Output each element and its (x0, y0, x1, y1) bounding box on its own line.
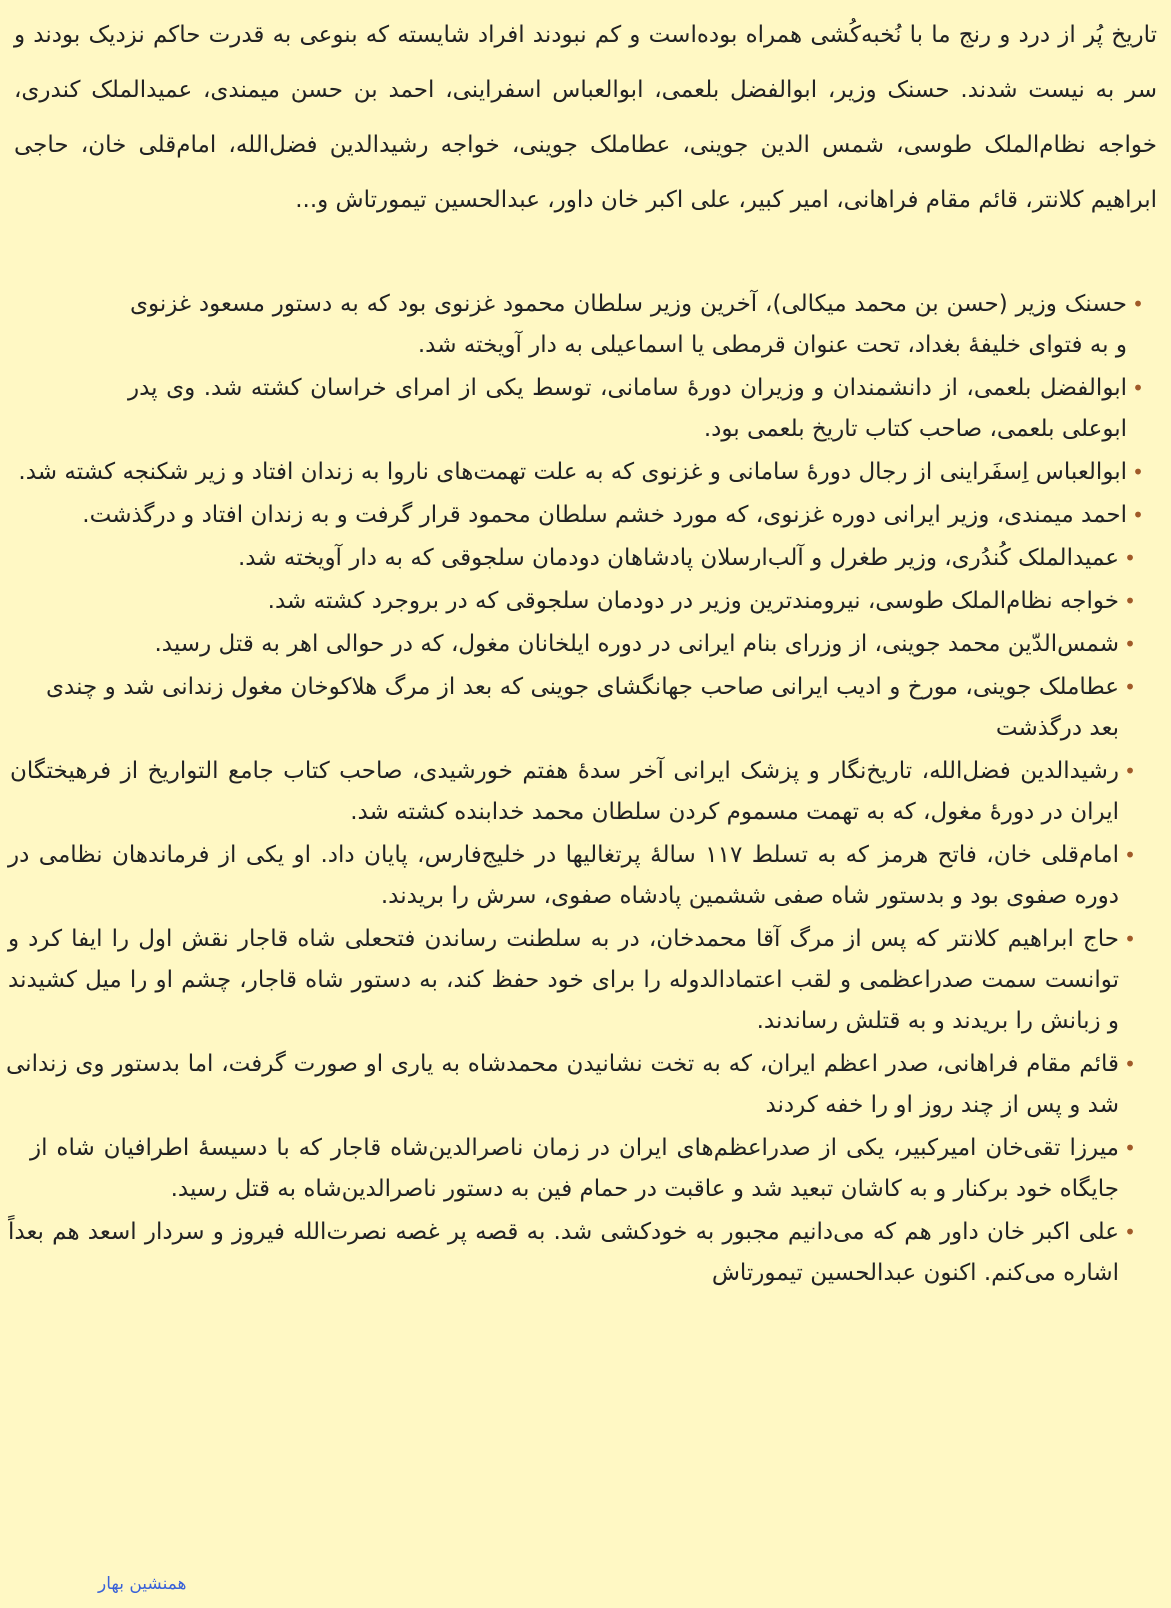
bullet-icon: • (1132, 292, 1144, 316)
list-item (0, 751, 1171, 833)
intro-paragraph: تاریخ پُر از درد و رنج ما با نُخبه‌کُشی همراه بوده‌است و کم نبودند افراد شایسته که بنوعی به قدرت حاکم نزدیک بودند و سر به نیست شدند. حسنک وزیر، ابوالفضل بلعمی، ابوالعباس اسفراینی، احمد بن حسن میمندی، عمیدالملک کندری، خواجه نظام‌الملک طوسی، شمس الدین جوینی، عطاملک جوینی، خواجه رشیدالدین فضل‌الله، امام‌قلی خان، حاجی ابراهیم کلانتر، قائم مقام فراهانی، امیر کبیر، علی اکبر خان داور، عبدالحسین تیمورتاش و... (14, 22, 1157, 213)
list-item (0, 1044, 1171, 1126)
victims-list (0, 284, 1171, 1296)
bullet-icon: • (1132, 460, 1144, 484)
footer-author-link[interactable]: همنشین بهار (98, 1574, 187, 1594)
list-item-text: رشیدالدین فضل‌الله، تاریخ‌نگار و پزشک ایرانی آخر سدهٔ هفتم خورشیدی، صاحب کتاب جامع التواریخ از فرهیختگان ایران در دورهٔ مغول، که به تهمت مسموم کردن سلطان محمد خدابنده کشته شد. (10, 758, 1119, 825)
bullet-icon: • (1124, 589, 1136, 613)
list-item-text: خواجه نظام‌الملک طوسی، نیرومندترین وزیر در دودمان سلجوقی که در بروجرد کشته شد. (267, 588, 1119, 614)
list-item (0, 368, 1171, 450)
list-item-text: حسنک وزیر (حسن بن محمد میکالی)، آخرین وزیر سلطان محمود غزنوی بود که به دستور مسعود غزنوی و به فتوای خلیفهٔ بغداد، تحت عنوان قرمطی یا اسماعیلی به دار آویخته شد. (130, 291, 1127, 358)
bullet-icon: • (1124, 675, 1136, 699)
list-item-text: حاج ابراهیم کلانتر که پس از مرگ آقا محمدخان، در به سلطنت رساندن فتحعلی شاه قاجار نقش اول را ایفا کرد و توانست سمت صدراعظمی و لقب اعتمادالدوله را برای خود حفظ کند، به دستور شاه قاجار، چشم او را میل کشیدند و زبانش را بریدند و به قتلش رساندند. (8, 926, 1119, 1034)
list-item-text: شمس‌الدّین محمد جوینی، از وزرای بنام ایرانی در دوره ایلخانان مغول، که در حوالی اهر به قتل رسید. (154, 631, 1119, 657)
list-item (0, 667, 1171, 749)
list-item (0, 919, 1171, 1042)
list-item (0, 1128, 1171, 1210)
list-item (0, 624, 1171, 665)
list-item-text: میرزا تقی‌خان امیرکبیر، یکی از صدراعظم‌های ایران در زمان ناصرالدین‌شاه قاجار که با دسیسهٔ اطرافیان شاه از جایگاه خود برکنار و به کاشان تبعید شد و عاقبت در حمام فین به دستور ناصرالدین‌شاه به قتل رسید. (30, 1135, 1119, 1202)
list-item-text: ابوالفضل بلعمی، از دانشمندان و وزیران دورهٔ سامانی، توسط یکی از امرای خراسان کشته شد. وی پدر ابوعلی بلعمی، صاحب کتاب تاریخ بلعمی بود. (128, 375, 1127, 442)
list-item (0, 538, 1171, 579)
list-item (0, 284, 1171, 366)
bullet-icon: • (1124, 759, 1136, 783)
list-item-text: عطاملک جوینی، مورخ و ادیب ایرانی صاحب جهانگشای جوینی که بعد از مرگ هلاکوخان مغول زندانی شد و چندی بعد درگذشت (46, 674, 1119, 741)
list-item-text: امام‌قلی خان، فاتح هرمز که به تسلط ۱۱۷ سالهٔ پرتغالیها در خلیج‌فارس، پایان داد. او یکی از فرماندهان نظامی در دوره صفوی بود و بدستور شاه صفی ششمین پادشاه صفوی، سرش را بریدند. (8, 842, 1119, 909)
bullet-icon: • (1132, 503, 1144, 527)
list-item (0, 835, 1171, 917)
list-item (0, 495, 1171, 536)
bullet-icon: • (1132, 376, 1144, 400)
list-item-text: احمد میمندی، وزیر ایرانی دوره غزنوی، که مورد خشم سلطان محمود قرار گرفت و به زندان افتاد و درگذشت. (82, 502, 1127, 528)
list-item (0, 581, 1171, 622)
bullet-icon: • (1124, 1136, 1136, 1160)
bullet-icon: • (1124, 1052, 1136, 1076)
bullet-icon: • (1124, 927, 1136, 951)
bullet-icon: • (1124, 632, 1136, 656)
list-item-text: علی اکبر خان داور هم که می‌دانیم مجبور به خودکشی شد. به قصه پر غصه نصرت‌الله فیروز و سردار اسعد هم بعداً اشاره می‌کنم. اکنون عبدالحسین تیمورتاش (8, 1219, 1119, 1286)
list-item-text: عمیدالملک کُندُری، وزیر طغرل و آلب‌ارسلان پادشاهان دودمان سلجوقی که به دار آویخته شد. (237, 545, 1119, 571)
list-item (0, 452, 1171, 493)
list-item-text: قائم مقام فراهانی، صدر اعظم ایران، که به تخت نشانیدن محمدشاه به یاری او صورت گرفت، اما بدستور وی زندانی شد و پس از چند روز او را خفه کردند (6, 1051, 1119, 1118)
list-item-text: ابوالعباس اِسفَراینی از رجال دورهٔ سامانی و غزنوی که به علت تهمت‌های ناروا به زندان افتاد و زیر شکنجه کشته شد. (18, 459, 1127, 485)
list-item (0, 1212, 1171, 1294)
bullet-icon: • (1124, 1220, 1136, 1244)
bullet-icon: • (1124, 843, 1136, 867)
bullet-icon: • (1124, 546, 1136, 570)
